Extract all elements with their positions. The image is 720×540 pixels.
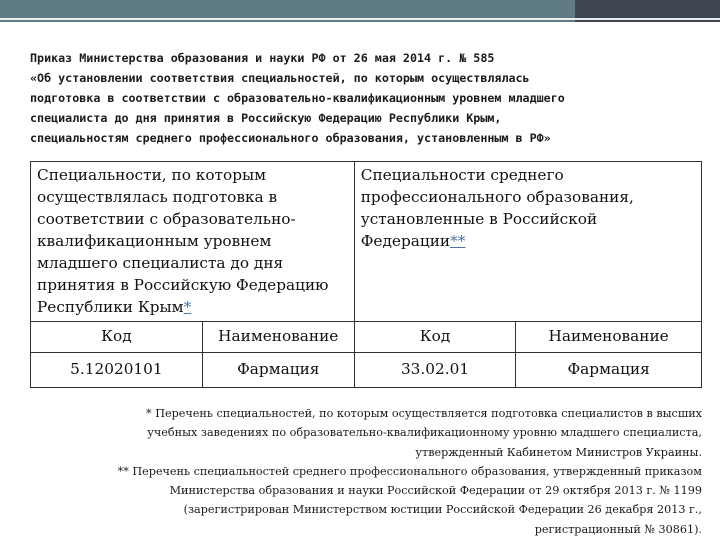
column-header-code-new: Код — [354, 322, 516, 353]
column-header-name-old: Наименование — [202, 322, 354, 353]
footnote-line: ** Перечень специальностей среднего профессионального образования, утвержденный приказом — [117, 464, 702, 478]
footnote-line: утвержденный Кабинетом Министров Украины. — [415, 445, 702, 459]
top-decorative-bar — [0, 0, 720, 22]
table-row — [31, 353, 702, 388]
cell-name-old: Фармация — [202, 353, 354, 388]
footnote-line: учебных заведениях по образовательно-квалификационному уровню младшего специалиста, — [147, 426, 702, 440]
footnotes — [30, 404, 702, 539]
top-bar-divider — [0, 18, 720, 20]
cell-name-new: Фармация — [516, 353, 702, 388]
left-column-header: Специальности, по которым осуществлялась подготовка в соответствии с образовательно- квалификационным уровнем младшего специалиста до дня принятия в Российскую Федерацию Республики Крым* — [31, 162, 355, 322]
title-line: специальностям среднего профессионального образования, установленным в РФ» — [30, 131, 551, 145]
footnote-line: (зарегистрирован Министерством юстиции Российской Федерации 26 декабря 2013 г., — [183, 503, 702, 517]
cell-code-old: 5.12020101 — [31, 353, 203, 388]
footnote-line: * Перечень специальностей, по которым осуществляется подготовка специалистов в высших — [146, 407, 702, 420]
title-line: «Об установлении соответствия специальностей, по которым осуществлялась — [30, 71, 530, 85]
footnote-link-2[interactable]: ** — [450, 232, 466, 250]
title-line: подготовка в соответствии с образовательно-квалификационным уровнем младшего — [30, 91, 565, 105]
cell-code-new: 33.02.01 — [354, 353, 516, 388]
column-header-code-old: Код — [31, 322, 203, 353]
specialties-table — [30, 161, 702, 388]
title-line: специалиста до дня принятия в Российскую Федерацию Республики Крым, — [30, 111, 502, 125]
footnote-link-1[interactable]: * — [183, 298, 192, 316]
footnote-line: Министерства образования и науки Российской Федерации от 29 октября 2013 г. № 1199 — [169, 484, 702, 498]
table-header-row — [31, 162, 702, 322]
right-column-header: Специальности среднего профессионального образования, установленные в Российской Федерации** — [354, 162, 701, 322]
column-header-name-new: Наименование — [516, 322, 702, 353]
page-title — [30, 48, 700, 148]
table-subheader-row — [31, 322, 702, 353]
footnote-line: регистрационный № 30861). — [534, 522, 702, 536]
title-line: Приказ Министерства образования и науки РФ от 26 мая 2014 г. № 585 — [30, 51, 495, 65]
